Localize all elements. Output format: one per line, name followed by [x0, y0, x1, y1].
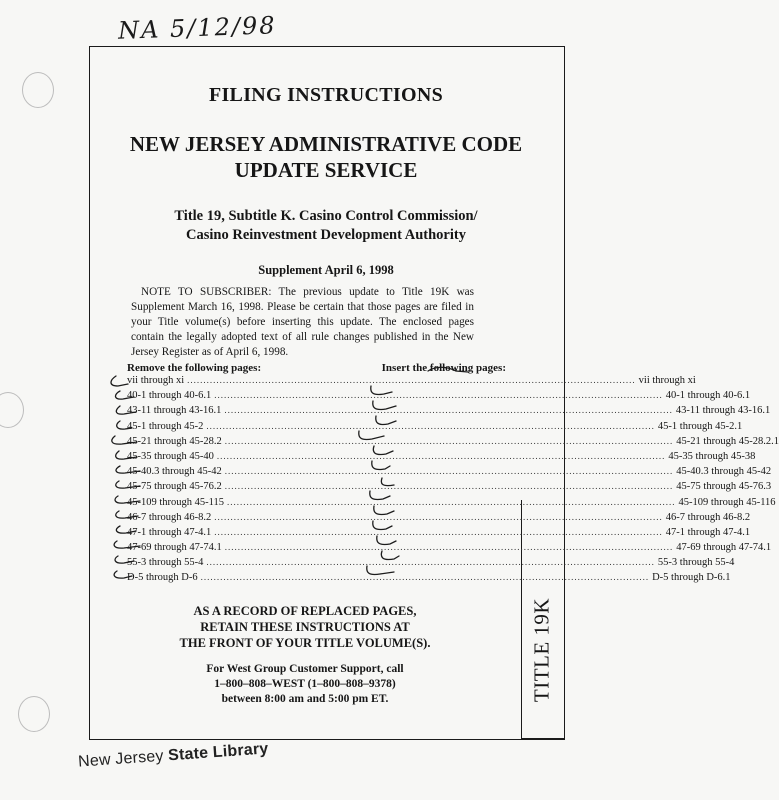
- remove-range: 45-75 through 45-76.2: [127, 481, 222, 493]
- table-row: [127, 373, 696, 388]
- insert-range: 40-1 through 40-6.1: [665, 390, 751, 402]
- service-title: [89, 131, 563, 183]
- remove-range: 55-3 through 55-4: [127, 557, 204, 569]
- side-tab-label: TITLE 19K: [529, 597, 554, 703]
- record-line-1: AS A RECORD OF REPLACED PAGES,: [193, 604, 417, 618]
- insert-range: 55-3 through 55-4: [657, 557, 735, 569]
- subscriber-note: NOTE TO SUBSCRIBER: The previous update to Title 19K was Supplement March 16, 1998. Please be certain that those pages are filed in your Title volume(s) before inserting this update. The enclosed pages contain the legally adopted text of all rule changes published in the New Jersey Register as of April 6, 1998.: [131, 286, 474, 358]
- table-row: [127, 540, 772, 555]
- punch-hole-middle: [0, 392, 24, 428]
- punch-hole-bottom: [18, 696, 50, 732]
- table-row: [127, 479, 772, 494]
- table-row: [127, 570, 731, 585]
- dot-leader: ..........................................................................................................................................: [206, 557, 655, 568]
- dot-leader: ..........................................................................................................................................: [216, 450, 666, 461]
- remove-range: 45-1 through 45-2: [127, 420, 204, 432]
- subtitle-line-2: Casino Reinvestment Development Authority: [186, 227, 466, 243]
- support-line-1: For West Group Customer Support, call: [206, 663, 404, 675]
- table-row: [127, 434, 779, 449]
- insert-range: 46-7 through 46-8.2: [665, 511, 751, 523]
- dot-leader: ..........................................................................................................................................: [187, 375, 636, 385]
- punch-hole-top: [22, 72, 54, 108]
- dot-leader: ..........................................................................................................................................: [224, 542, 674, 553]
- table-row: [127, 555, 735, 570]
- remove-range: 45-35 through 45-40: [127, 450, 214, 462]
- table-row: [127, 449, 756, 464]
- dot-leader: ..........................................................................................................................................: [224, 405, 673, 416]
- support-phone: 1–800–808–WEST (1–800–808–9378): [214, 678, 396, 690]
- table-row: [127, 388, 751, 403]
- dot-leader: ..........................................................................................................................................: [214, 511, 663, 522]
- remove-pages-header: Remove the following pages:: [127, 362, 262, 374]
- library-stamp-prefix: New Jersey: [77, 747, 169, 771]
- remove-range: 47-1 through 47-4.1: [127, 526, 212, 538]
- remove-range: 43-11 through 43-16.1: [127, 405, 222, 417]
- insert-range: 43-11 through 43-16.1: [675, 405, 771, 417]
- remove-range: 45-40.3 through 45-42: [127, 466, 222, 478]
- dot-leader: ..........................................................................................................................................: [206, 420, 655, 431]
- insert-pages-header: Insert the following pages:: [381, 362, 506, 374]
- insert-range: D-5 through D-6.1: [652, 572, 731, 584]
- customer-support: [89, 662, 521, 707]
- insert-range: 47-69 through 47-74.1: [676, 542, 772, 554]
- library-stamp-emphasis: State Library: [167, 740, 269, 765]
- insert-range: 45-21 through 45-28.2.1: [676, 435, 779, 447]
- table-row: [127, 403, 771, 418]
- table-row: [127, 525, 751, 540]
- dot-leader: ..........................................................................................................................................: [224, 466, 674, 477]
- dot-leader: ..........................................................................................................................................: [214, 390, 663, 401]
- insert-range: 47-1 through 47-4.1: [665, 526, 751, 538]
- dot-leader: ..........................................................................................................................................: [224, 435, 674, 446]
- handwritten-note: NA 5/12/98: [117, 11, 277, 45]
- remove-range: vii through xi: [127, 375, 185, 386]
- table-row: [127, 464, 772, 479]
- remove-range: 47-69 through 47-74.1: [127, 542, 222, 554]
- filing-table: [127, 373, 779, 586]
- insert-range: vii through xi: [638, 375, 696, 386]
- insert-range: 45-75 through 45-76.3: [676, 481, 772, 493]
- page-title: FILING INSTRUCTIONS: [208, 84, 444, 106]
- dot-leader: ..........................................................................................................................................: [224, 481, 674, 492]
- dot-leader: ..........................................................................................................................................: [214, 526, 663, 537]
- insert-range: 45-40.3 through 45-42: [676, 466, 772, 478]
- supplement-date: Supplement April 6, 1998: [258, 263, 394, 277]
- remove-range: D-5 through D-6: [127, 572, 198, 584]
- insert-range: 45-35 through 45-38: [668, 450, 756, 462]
- remove-range: 46-7 through 46-8.2: [127, 511, 212, 523]
- remove-range: 45-109 through 45-115: [127, 496, 225, 508]
- service-title-line-2: UPDATE SERVICE: [234, 158, 418, 182]
- remove-range: 45-21 through 45-28.2: [127, 435, 222, 447]
- dot-leader: ..........................................................................................................................................: [227, 496, 676, 507]
- table-row: [127, 510, 751, 525]
- table-row: [127, 419, 743, 434]
- support-hours: between 8:00 am and 5:00 pm ET.: [221, 693, 389, 705]
- insert-range: 45-109 through 45-116: [678, 496, 776, 508]
- record-line-3: THE FRONT OF YOUR TITLE VOLUME(S).: [179, 636, 431, 650]
- record-notice: [89, 603, 521, 651]
- table-row: [127, 495, 776, 510]
- subtitle-line-1: Title 19, Subtitle K. Casino Control Commission/: [174, 208, 478, 224]
- title-subtitle: [89, 207, 563, 245]
- service-title-line-1: NEW JERSEY ADMINISTRATIVE CODE: [129, 132, 523, 156]
- library-stamp: [78, 740, 269, 771]
- dot-leader: ..........................................................................................................................................: [200, 572, 650, 583]
- insert-range: 45-1 through 45-2.1: [657, 420, 743, 432]
- remove-range: 40-1 through 40-6.1: [127, 390, 212, 402]
- record-line-2: RETAIN THESE INSTRUCTIONS AT: [200, 620, 410, 634]
